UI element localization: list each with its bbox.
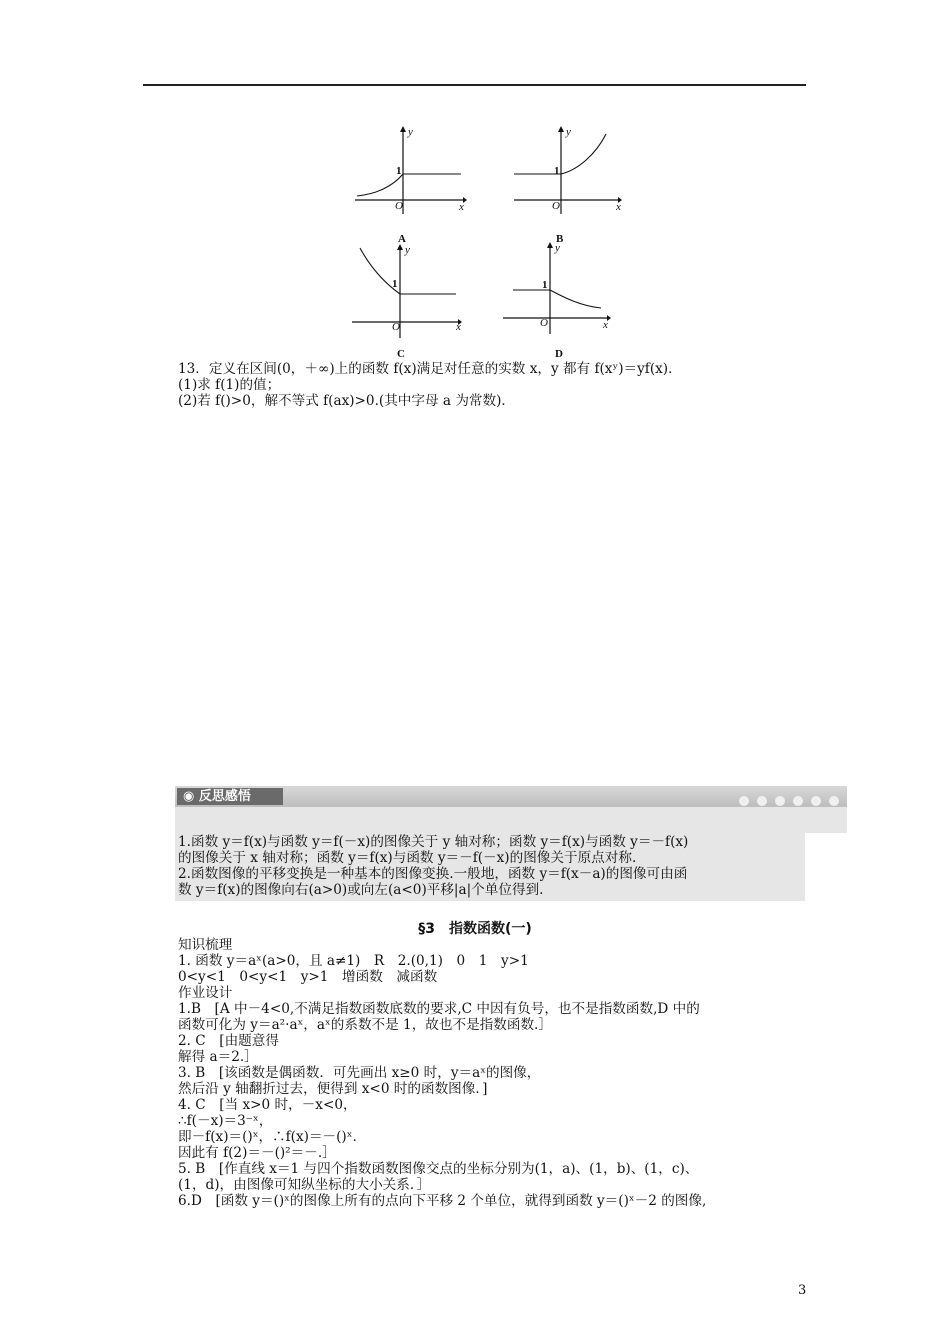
graph-c-y-label: y xyxy=(405,244,410,256)
answer-line: 解得 a＝2.］ xyxy=(178,1049,258,1065)
graph-c-caption: C xyxy=(397,348,405,360)
dot-icon xyxy=(811,796,821,806)
answers xyxy=(178,937,818,1209)
graph-d xyxy=(503,242,617,338)
graph-c-origin: O xyxy=(392,321,400,333)
answer-line: 然后沿 y 轴翻折过去，便得到 x<0 时的函数图像．] xyxy=(178,1081,488,1097)
answer-line: 作业设计 xyxy=(178,985,233,1001)
answer-line: 0<y<1 0<y<1 y>1 增函数 减函数 xyxy=(178,969,438,985)
problem-13 xyxy=(178,361,818,409)
reflection-line: 的图像关于 x 轴对称；函数 y＝f(x)与函数 y＝－f(－x)的图像关于原点对称. xyxy=(178,850,637,866)
answer-line: 3. B [该函数是偶函数．可先画出 x≥0 时，y＝aˣ的图像， xyxy=(178,1065,541,1081)
answer-line: 6.D [函数 y＝()ˣ的图像上所有的点向下平移 2 个单位，就得到函数 y＝()ˣ－2 的图像, xyxy=(178,1193,707,1209)
banner-label: ◉ 反思感悟 xyxy=(177,788,283,805)
graph-b-x-label: x xyxy=(616,201,621,213)
graph-a-y-label: y xyxy=(408,126,413,138)
graph-a-x-label: x xyxy=(459,201,464,213)
graph-d-x-label: x xyxy=(603,319,608,331)
page-number: 3 xyxy=(798,1283,807,1298)
problem-13-line-1: 13．定义在区间(0，＋∞)上的函数 f(x)满足对任意的实数 x，y 都有 f(xʸ)＝yf(x)． xyxy=(178,361,682,377)
graph-c-x-label: x xyxy=(456,321,461,333)
answer-line: 5. B [作直线 x＝1 与四个指数函数图像交点的坐标分别为(1，a)、(1，b)、(1，c)、 xyxy=(178,1161,699,1177)
graph-b-one: 1 xyxy=(554,165,560,177)
dot-icon xyxy=(739,796,749,806)
problem-13-line-2: (1)求 f(1)的值； xyxy=(178,377,281,393)
problem-13-line-3: (2)若 f()>0，解不等式 f(ax)>0.(其中字母 a 为常数)． xyxy=(178,393,516,409)
graph-a-one: 1 xyxy=(396,165,402,177)
reflection-banner xyxy=(175,786,847,833)
reflection-line: 1.函数 y＝f(x)与函数 y＝f(－x)的图像关于 y 轴对称；函数 y＝f(x)与函数 y＝－f(x) xyxy=(178,834,689,850)
graph-b-y-label: y xyxy=(566,126,571,138)
answer-line: 2. C [由题意得 xyxy=(178,1033,279,1049)
answer-line: 4. C [当 x>0 时，－x<0， xyxy=(178,1097,357,1113)
answer-line: (1，d)，由图像可知纵坐标的大小关系．］ xyxy=(178,1177,431,1193)
graph-a-origin: O xyxy=(395,200,403,212)
graph-d-caption: D xyxy=(555,348,563,360)
section-title: §3 指数函数(一) xyxy=(418,921,532,937)
dot-icon xyxy=(829,796,839,806)
answer-line: ∴f(－x)＝3⁻ˣ， xyxy=(178,1113,273,1129)
graph-d-one: 1 xyxy=(542,279,548,291)
graph-c-one: 1 xyxy=(392,278,398,290)
graph-a xyxy=(355,126,467,216)
dot-icon xyxy=(775,796,785,806)
banner-under xyxy=(175,807,847,833)
graph-b-caption: B xyxy=(556,233,564,245)
graph-d-y-label: y xyxy=(555,242,560,254)
graph-d-origin: O xyxy=(540,317,548,329)
reflection-line: 数 y＝f(x)的图像向右(a>0)或向左(a<0)平移|a|个单位得到. xyxy=(178,882,544,898)
graph-a-caption: A xyxy=(398,233,406,245)
graph-c xyxy=(352,244,466,340)
answer-line: 函数可化为 y＝a²·aˣ，aˣ的系数不是 1，故也不是指数函数.］ xyxy=(178,1017,552,1033)
answer-line: 即－f(x)＝()ˣ，∴f(x)＝－()ˣ. xyxy=(178,1129,357,1145)
dot-icon xyxy=(757,796,767,806)
answer-line: 因此有 f(2)＝－()²＝－.］ xyxy=(178,1145,336,1161)
graph-b-origin: O xyxy=(552,200,560,212)
graph-b xyxy=(514,126,626,216)
dot-icon xyxy=(793,796,803,806)
answer-line: 1. 函数 y＝aˣ(a>0，且 a≠1) R 2.(0,1) 0 1 y>1 xyxy=(178,953,529,969)
reflection-text xyxy=(178,834,818,898)
reflection-line: 2.函数图像的平移变换是一种基本的图像变换.一般地，函数 y＝f(x－a)的图像可由函 xyxy=(178,866,688,882)
top-rule xyxy=(143,84,806,86)
answer-line: 1.B [A 中－4<0,不满足指数函数底数的要求,C 中因有负号，也不是指数函数,D 中的 xyxy=(178,1001,700,1017)
answer-line: 知识梳理 xyxy=(178,937,233,953)
